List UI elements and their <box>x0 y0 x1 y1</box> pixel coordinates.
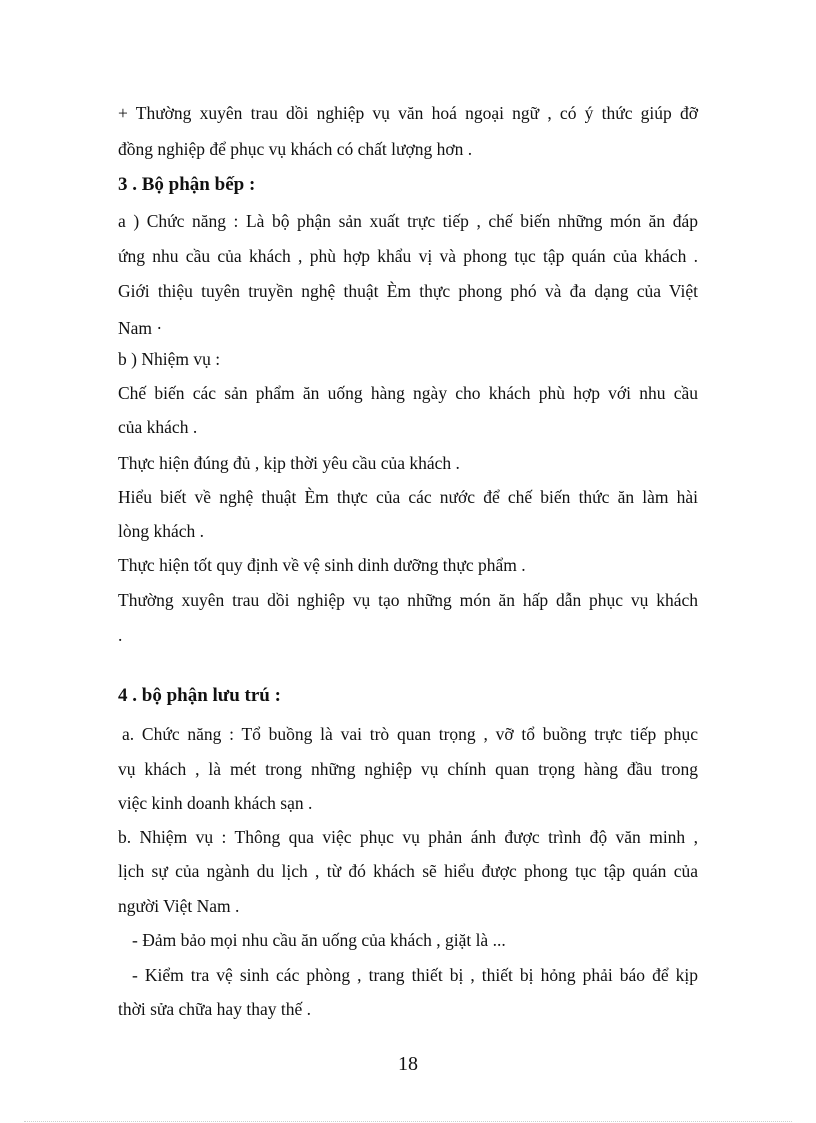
text-line: thời sửa chữa hay thay thế . <box>118 999 311 1019</box>
text-line: vụ khách , là mét trong những nghiệp vụ chính quan trọng hàng đầu trong <box>118 759 698 779</box>
text-line: của khách . <box>118 417 198 437</box>
bullet-item: - Đảm bảo mọi nhu cầu ăn uống của khách , giặt là ... <box>132 930 506 950</box>
text-line: Giới thiệu tuyên truyền nghệ thuật Èm thực phong phó và đa dạng của Việt <box>118 281 698 301</box>
text-line: Thực hiện đúng đủ , kịp thời yêu cầu của khách . <box>118 453 460 473</box>
text-line: Hiểu biết về nghệ thuật Èm thực của các nước để chế biến thức ăn làm hài <box>118 487 698 507</box>
subheading-duties: b ) Nhiệm vụ : <box>118 349 221 369</box>
text-line: Thường xuyên trau dồi nghiệp vụ tạo những món ăn hấp dẫn phục vụ khách <box>118 590 698 610</box>
section-heading-kitchen: 3 . Bộ phận bếp : <box>118 174 256 195</box>
text-line: + Thường xuyên trau dồi nghiệp vụ văn hoá ngoại ngữ , có ý thức giúp đỡ <box>118 103 698 123</box>
text-line: đồng nghiệp để phục vụ khách có chất lượng hơn . <box>118 139 473 159</box>
text-line: a ) Chức năng : Là bộ phận sản xuất trực tiếp , chế biến những món ăn đáp <box>118 211 698 231</box>
page-number: 18 <box>398 1053 418 1075</box>
text-line: Chế biến các sản phẩm ăn uống hàng ngày cho khách phù hợp với nhu cầu <box>118 383 698 403</box>
text-line: ứng nhu cầu của khách , phù hợp khẩu vị và phong tục tập quán của khách . <box>118 246 698 266</box>
text-line: lịch sự của ngành du lịch , từ đó khách sẽ hiểu được phong tục tập quán của <box>118 861 698 881</box>
page-bottom-border <box>24 1121 792 1122</box>
bullet-item: - Kiểm tra vệ sinh các phòng , trang thiết bị , thiết bị hỏng phải báo để kịp <box>132 965 698 985</box>
text-line: Nam · <box>118 318 163 338</box>
text-line: người Việt Nam . <box>118 896 240 916</box>
section-heading-accommodation: 4 . bộ phận lưu trú : <box>118 685 281 706</box>
text-line: . <box>118 625 123 645</box>
text-line: lòng khách . <box>118 521 205 541</box>
text-line: việc kinh doanh khách sạn . <box>118 793 313 813</box>
text-line: a. Chức năng : Tổ buồng là vai trò quan trọng , vỡ tổ buồng trực tiếp phục <box>122 724 698 744</box>
text-line: b. Nhiệm vụ : Thông qua việc phục vụ phản ánh được trình độ văn minh , <box>118 827 698 847</box>
text-line: Thực hiện tốt quy định về vệ sinh dinh dưỡng thực phẩm . <box>118 555 526 575</box>
